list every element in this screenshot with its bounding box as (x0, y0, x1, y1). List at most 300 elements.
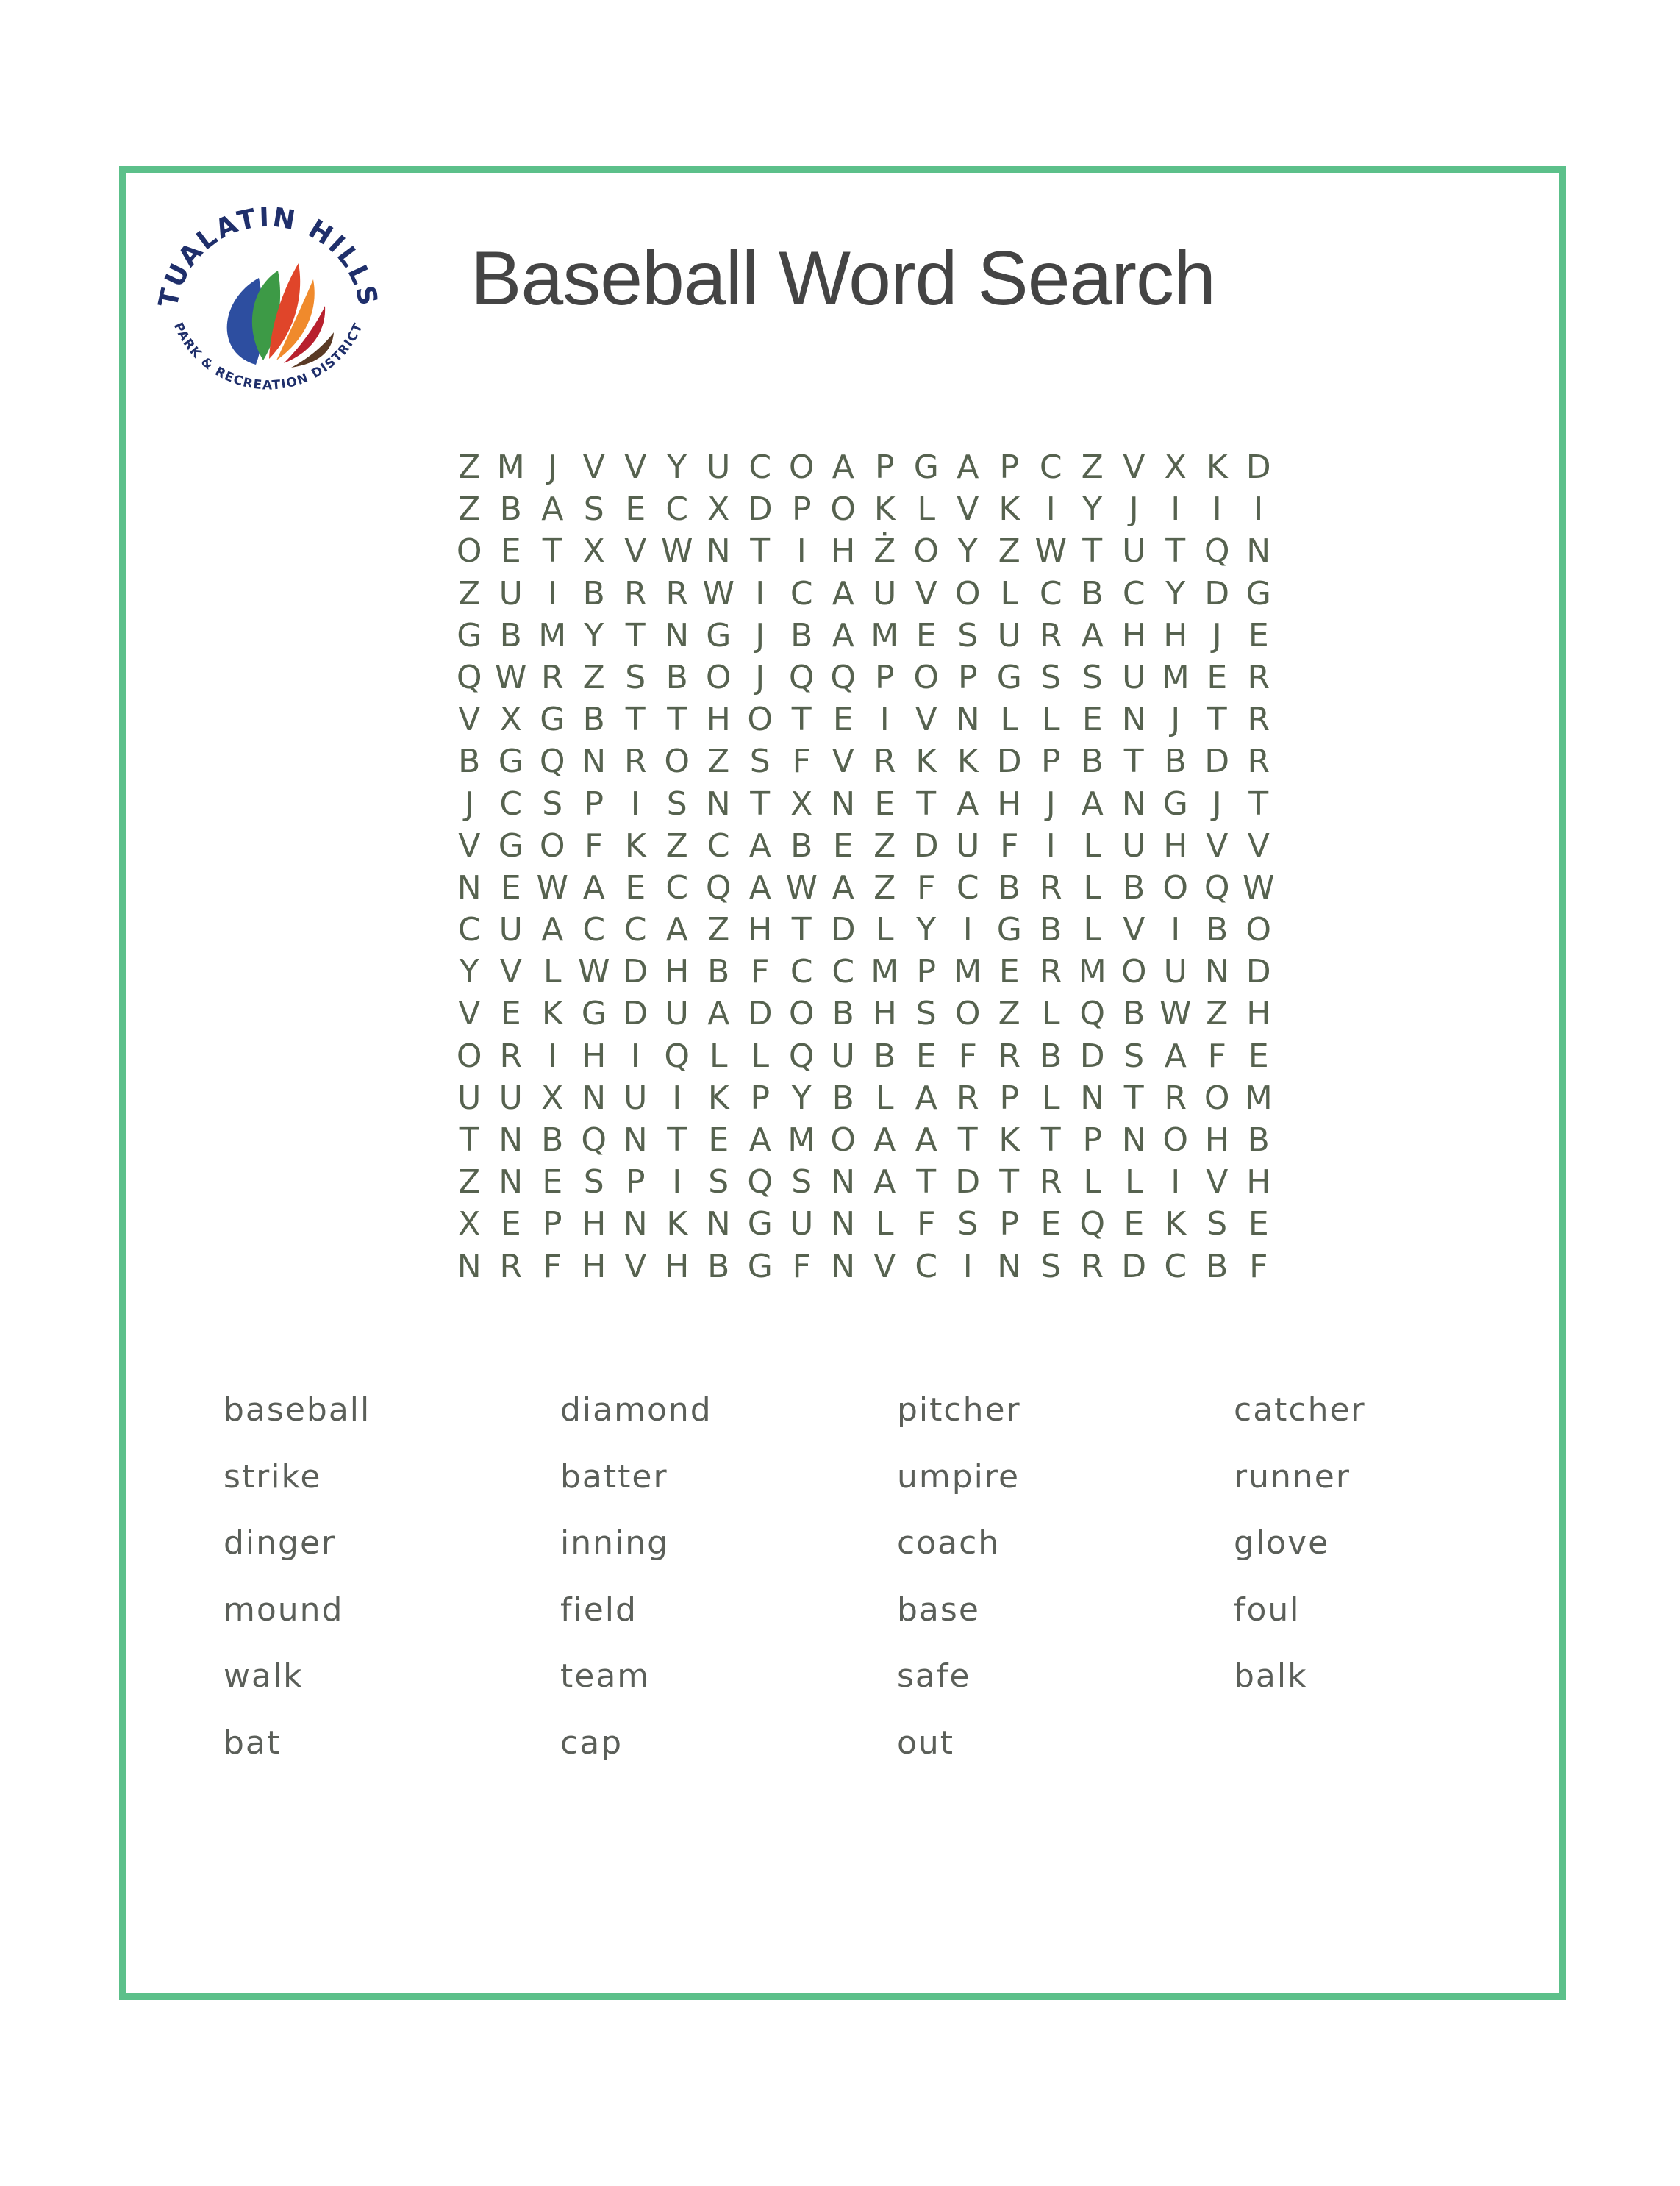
grid-letter[interactable]: T (542, 532, 562, 571)
grid-letter[interactable]: O (954, 574, 981, 612)
grid-letter[interactable]: N (997, 1247, 1022, 1285)
grid-letter[interactable]: X (790, 785, 813, 823)
grid-letter[interactable]: Y (667, 449, 687, 486)
grid-letter[interactable]: V (458, 995, 481, 1033)
grid-letter[interactable]: T (916, 1163, 937, 1201)
grid-letter[interactable]: M (871, 953, 899, 991)
grid-letter[interactable]: N (831, 785, 856, 823)
grid-letter[interactable]: S (583, 1163, 604, 1201)
grid-letter[interactable]: C (582, 911, 606, 949)
grid-letter[interactable]: L (1083, 868, 1101, 907)
grid-letter[interactable]: T (791, 701, 812, 739)
grid-letter[interactable]: P (999, 1079, 1020, 1117)
grid-letter[interactable]: K (1165, 1205, 1187, 1243)
grid-letter[interactable]: V (458, 826, 481, 865)
grid-letter[interactable]: P (1082, 1121, 1103, 1159)
grid-letter[interactable]: O (788, 449, 815, 486)
grid-letter[interactable]: D (955, 1163, 981, 1201)
grid-letter[interactable]: F (958, 1037, 977, 1075)
grid-letter[interactable]: L (1041, 995, 1060, 1033)
grid-letter[interactable]: I (1254, 490, 1264, 529)
grid-letter[interactable]: Y (916, 911, 937, 949)
grid-letter[interactable]: O (1162, 868, 1189, 907)
grid-letter[interactable]: Y (1165, 574, 1186, 612)
grid-letter[interactable]: S (749, 743, 771, 781)
grid-letter[interactable]: S (1040, 1247, 1062, 1285)
grid-letter[interactable]: S (1123, 1037, 1145, 1075)
grid-letter[interactable]: Z (665, 826, 688, 865)
grid-letter[interactable]: C (790, 574, 813, 612)
grid-letter[interactable]: J (755, 616, 765, 654)
grid-letter[interactable]: A (748, 868, 771, 907)
grid-letter[interactable]: P (874, 658, 895, 696)
grid-letter[interactable]: Z (458, 490, 481, 529)
grid-letter[interactable]: G (581, 995, 607, 1033)
grid-letter[interactable]: E (500, 868, 521, 907)
grid-letter[interactable]: K (915, 743, 937, 781)
grid-letter[interactable]: Z (458, 574, 481, 612)
grid-letter[interactable]: R (1247, 743, 1270, 781)
grid-letter[interactable]: I (1212, 490, 1222, 529)
grid-letter[interactable]: V (1123, 911, 1145, 949)
grid-letter[interactable]: R (1247, 701, 1270, 739)
grid-letter[interactable]: T (625, 701, 646, 739)
grid-letter[interactable]: T (1040, 1121, 1061, 1159)
grid-letter[interactable]: J (1212, 616, 1222, 654)
grid-letter[interactable]: X (458, 1205, 481, 1243)
grid-letter[interactable]: N (1080, 1079, 1105, 1117)
grid-letter[interactable]: U (665, 995, 689, 1033)
grid-letter[interactable]: N (498, 1121, 523, 1159)
grid-letter[interactable]: R (499, 1247, 523, 1285)
grid-letter[interactable]: M (1078, 953, 1107, 991)
grid-letter[interactable]: L (875, 1079, 894, 1117)
grid-letter[interactable]: I (630, 785, 640, 823)
grid-letter[interactable]: Z (998, 995, 1020, 1033)
grid-letter[interactable]: D (1245, 449, 1271, 486)
grid-letter[interactable]: T (1123, 743, 1144, 781)
grid-letter[interactable]: E (998, 953, 1020, 991)
grid-letter[interactable]: Z (707, 743, 730, 781)
grid-letter[interactable]: V (1123, 449, 1145, 486)
grid-letter[interactable]: G (498, 826, 523, 865)
grid-letter[interactable]: F (585, 826, 604, 865)
grid-letter[interactable]: N (955, 701, 980, 739)
grid-letter[interactable]: L (1083, 826, 1101, 865)
grid-letter[interactable]: P (584, 785, 604, 823)
grid-letter[interactable]: R (956, 1079, 979, 1117)
grid-letter[interactable]: H (1163, 616, 1188, 654)
grid-letter[interactable]: A (832, 868, 854, 907)
grid-letter[interactable]: A (748, 826, 771, 865)
grid-letter[interactable]: T (667, 701, 687, 739)
grid-letter[interactable]: N (1121, 785, 1146, 823)
grid-letter[interactable]: O (954, 995, 981, 1033)
grid-letter[interactable]: C (790, 953, 813, 991)
grid-letter[interactable]: I (672, 1163, 682, 1201)
grid-letter[interactable]: M (787, 1121, 816, 1159)
grid-letter[interactable]: S (915, 995, 937, 1033)
grid-letter[interactable]: B (1206, 1247, 1229, 1285)
grid-letter[interactable]: K (624, 826, 646, 865)
grid-letter[interactable]: C (457, 911, 481, 949)
grid-letter[interactable]: S (1207, 1205, 1228, 1243)
grid-letter[interactable]: L (1000, 701, 1018, 739)
grid-letter[interactable]: B (582, 701, 605, 739)
grid-letter[interactable]: P (916, 953, 937, 991)
grid-letter[interactable]: G (996, 911, 1022, 949)
grid-letter[interactable]: Q (788, 1037, 815, 1075)
grid-letter[interactable]: M (871, 616, 899, 654)
grid-letter[interactable]: Z (1206, 995, 1229, 1033)
grid-letter[interactable]: N (1121, 1121, 1146, 1159)
grid-letter[interactable]: A (707, 995, 730, 1033)
grid-letter[interactable]: R (1039, 616, 1062, 654)
grid-letter[interactable]: K (541, 995, 563, 1033)
grid-letter[interactable]: O (913, 532, 940, 571)
grid-letter[interactable]: R (873, 743, 896, 781)
grid-letter[interactable]: M (496, 449, 525, 486)
grid-letter[interactable]: O (1245, 911, 1272, 949)
grid-letter[interactable]: T (1123, 1079, 1144, 1117)
grid-letter[interactable]: R (998, 1037, 1021, 1075)
grid-letter[interactable]: I (755, 574, 765, 612)
grid-letter[interactable]: E (708, 1121, 729, 1159)
grid-letter[interactable]: G (540, 701, 565, 739)
grid-letter[interactable]: U (956, 826, 980, 865)
grid-letter[interactable]: D (830, 911, 856, 949)
grid-letter[interactable]: Z (458, 1163, 481, 1201)
grid-letter[interactable]: H (1121, 616, 1146, 654)
grid-letter[interactable]: E (1123, 1205, 1145, 1243)
grid-letter[interactable]: R (1039, 1163, 1062, 1201)
grid-letter[interactable]: H (706, 701, 731, 739)
grid-letter[interactable]: B (707, 953, 730, 991)
grid-letter[interactable]: P (542, 1205, 562, 1243)
grid-letter[interactable]: Q (1204, 868, 1230, 907)
grid-letter[interactable]: S (1082, 658, 1103, 696)
grid-letter[interactable]: B (873, 1037, 896, 1075)
grid-letter[interactable]: T (1165, 532, 1186, 571)
grid-letter[interactable]: H (1246, 995, 1271, 1033)
grid-letter[interactable]: Y (584, 616, 604, 654)
grid-letter[interactable]: G (996, 658, 1022, 696)
grid-letter[interactable]: Z (998, 532, 1020, 571)
grid-letter[interactable]: H (582, 1037, 607, 1075)
grid-letter[interactable]: T (1207, 701, 1227, 739)
grid-letter[interactable]: L (751, 1037, 769, 1075)
grid-letter[interactable]: G (913, 449, 939, 486)
grid-letter[interactable]: N (831, 1247, 856, 1285)
grid-letter[interactable]: K (998, 1121, 1020, 1159)
grid-letter[interactable]: K (957, 743, 979, 781)
grid-letter[interactable]: V (624, 449, 647, 486)
grid-letter[interactable]: V (832, 743, 854, 781)
grid-letter[interactable]: I (630, 1037, 640, 1075)
grid-letter[interactable]: Z (873, 868, 896, 907)
grid-letter[interactable]: E (915, 1037, 937, 1075)
grid-letter[interactable]: H (831, 532, 856, 571)
grid-letter[interactable]: S (583, 490, 604, 529)
grid-letter[interactable]: M (538, 616, 567, 654)
grid-letter[interactable]: W (1159, 995, 1192, 1033)
grid-letter[interactable]: E (625, 490, 646, 529)
grid-letter[interactable]: D (1204, 743, 1230, 781)
grid-letter[interactable]: Y (791, 1079, 812, 1117)
grid-letter[interactable]: I (879, 701, 890, 739)
grid-letter[interactable]: D (1245, 953, 1271, 991)
grid-letter[interactable]: T (957, 1121, 978, 1159)
grid-letter[interactable]: B (1164, 743, 1187, 781)
grid-letter[interactable]: X (707, 490, 730, 529)
grid-letter[interactable]: V (1206, 826, 1229, 865)
grid-letter[interactable]: A (748, 1121, 771, 1159)
grid-letter[interactable]: R (499, 1037, 523, 1075)
grid-letter[interactable]: A (1081, 616, 1104, 654)
grid-letter[interactable]: Q (705, 868, 732, 907)
grid-letter[interactable]: B (1206, 911, 1229, 949)
grid-letter[interactable]: F (917, 868, 936, 907)
grid-letter[interactable]: H (1163, 826, 1188, 865)
grid-letter[interactable]: B (1123, 868, 1145, 907)
grid-letter[interactable]: Q (539, 743, 565, 781)
grid-letter[interactable]: M (1244, 1079, 1273, 1117)
grid-letter[interactable]: V (582, 449, 605, 486)
grid-letter[interactable]: F (543, 1247, 562, 1285)
grid-letter[interactable]: V (1247, 826, 1270, 865)
grid-letter[interactable]: J (1129, 490, 1139, 529)
grid-letter[interactable]: A (915, 1079, 937, 1117)
grid-letter[interactable]: N (706, 532, 731, 571)
grid-letter[interactable]: F (917, 1205, 936, 1243)
grid-letter[interactable]: E (1040, 1205, 1062, 1243)
grid-letter[interactable]: C (665, 490, 689, 529)
grid-letter[interactable]: N (623, 1121, 648, 1159)
grid-letter[interactable]: Z (582, 658, 605, 696)
grid-letter[interactable]: U (1163, 953, 1187, 991)
grid-letter[interactable]: H (665, 1247, 690, 1285)
grid-letter[interactable]: B (582, 574, 605, 612)
grid-letter[interactable]: T (916, 785, 937, 823)
grid-letter[interactable]: P (874, 449, 895, 486)
grid-letter[interactable]: T (791, 911, 812, 949)
grid-letter[interactable]: R (1081, 1247, 1104, 1285)
grid-letter[interactable]: W (702, 574, 734, 612)
grid-letter[interactable]: N (831, 1205, 856, 1243)
grid-letter[interactable]: L (1041, 701, 1060, 739)
grid-letter[interactable]: U (707, 449, 731, 486)
grid-letter[interactable]: M (1161, 658, 1190, 696)
grid-letter[interactable]: I (547, 574, 557, 612)
grid-letter[interactable]: E (500, 995, 521, 1033)
grid-letter[interactable]: F (1000, 826, 1019, 865)
grid-letter[interactable]: L (1083, 1163, 1101, 1201)
grid-letter[interactable]: O (830, 490, 857, 529)
grid-letter[interactable]: V (873, 1247, 896, 1285)
grid-letter[interactable]: N (582, 1079, 607, 1117)
grid-letter[interactable]: Z (873, 826, 896, 865)
grid-letter[interactable]: A (957, 449, 979, 486)
grid-letter[interactable]: V (957, 490, 979, 529)
grid-letter[interactable]: D (996, 743, 1022, 781)
grid-letter[interactable]: U (623, 1079, 648, 1117)
grid-letter[interactable]: B (1123, 995, 1145, 1033)
grid-letter[interactable]: S (1040, 658, 1062, 696)
grid-letter[interactable]: D (1204, 574, 1230, 612)
grid-letter[interactable]: J (1212, 785, 1222, 823)
grid-letter[interactable]: Q (1079, 1205, 1106, 1243)
grid-letter[interactable]: I (1045, 490, 1056, 529)
grid-letter[interactable]: K (666, 1205, 688, 1243)
grid-letter[interactable]: B (1081, 743, 1104, 781)
grid-letter[interactable]: Z (458, 449, 481, 486)
grid-letter[interactable]: D (747, 995, 773, 1033)
grid-letter[interactable]: L (543, 953, 562, 991)
grid-letter[interactable]: E (500, 1205, 521, 1243)
grid-letter[interactable]: Q (830, 658, 857, 696)
grid-letter[interactable]: H (872, 995, 897, 1033)
grid-letter[interactable]: J (464, 785, 474, 823)
grid-letter[interactable]: A (1081, 785, 1104, 823)
grid-letter[interactable]: A (1164, 1037, 1187, 1075)
grid-letter[interactable]: G (747, 1247, 773, 1285)
grid-letter[interactable]: C (665, 868, 689, 907)
grid-letter[interactable]: T (750, 532, 771, 571)
grid-letter[interactable]: A (873, 1163, 896, 1201)
grid-letter[interactable]: T (1248, 785, 1269, 823)
grid-letter[interactable]: V (624, 1247, 647, 1285)
grid-letter[interactable]: C (1164, 1247, 1187, 1285)
grid-letter[interactable]: V (915, 574, 937, 612)
grid-letter[interactable]: D (747, 490, 773, 529)
grid-letter[interactable]: E (874, 785, 896, 823)
grid-letter[interactable]: E (1248, 1205, 1269, 1243)
grid-letter[interactable]: P (999, 449, 1020, 486)
grid-letter[interactable]: S (666, 785, 687, 823)
grid-letter[interactable]: E (1248, 1037, 1269, 1075)
grid-letter[interactable]: P (957, 658, 978, 696)
grid-letter[interactable]: I (796, 532, 807, 571)
grid-letter[interactable]: J (1170, 701, 1181, 739)
grid-letter[interactable]: N (457, 868, 482, 907)
grid-letter[interactable]: Y (459, 953, 479, 991)
grid-letter[interactable]: Q (456, 658, 482, 696)
grid-letter[interactable]: Q (1204, 532, 1230, 571)
grid-letter[interactable]: H (748, 911, 773, 949)
grid-letter[interactable]: P (999, 1205, 1020, 1243)
grid-letter[interactable]: N (498, 1163, 523, 1201)
grid-letter[interactable]: B (832, 995, 854, 1033)
grid-letter[interactable]: O (664, 743, 690, 781)
grid-letter[interactable]: W (1242, 868, 1275, 907)
grid-letter[interactable]: P (750, 1079, 771, 1117)
grid-letter[interactable]: C (707, 826, 730, 865)
grid-letter[interactable]: J (1045, 785, 1056, 823)
grid-letter[interactable]: O (830, 1121, 857, 1159)
grid-letter[interactable]: A (873, 1121, 896, 1159)
grid-letter[interactable]: W (785, 868, 818, 907)
grid-letter[interactable]: O (539, 826, 565, 865)
grid-letter[interactable]: A (541, 911, 564, 949)
grid-letter[interactable]: N (706, 1205, 731, 1243)
grid-letter[interactable]: J (755, 658, 765, 696)
grid-letter[interactable]: B (707, 1247, 730, 1285)
grid-letter[interactable]: H (582, 1247, 607, 1285)
grid-letter[interactable]: I (1045, 826, 1056, 865)
grid-letter[interactable]: M (954, 953, 982, 991)
grid-letter[interactable]: E (1207, 658, 1228, 696)
grid-letter[interactable]: B (1247, 1121, 1270, 1159)
grid-letter[interactable]: C (1122, 574, 1145, 612)
grid-letter[interactable]: G (1245, 574, 1271, 612)
grid-letter[interactable]: T (625, 616, 646, 654)
grid-letter[interactable]: L (917, 490, 935, 529)
grid-letter[interactable]: H (665, 953, 690, 991)
grid-letter[interactable]: U (873, 574, 897, 612)
grid-letter[interactable]: L (1083, 911, 1101, 949)
grid-letter[interactable]: G (498, 743, 523, 781)
grid-letter[interactable]: R (1164, 1079, 1187, 1117)
grid-letter[interactable]: I (962, 1247, 973, 1285)
grid-letter[interactable]: B (541, 1121, 564, 1159)
grid-letter[interactable]: Z (1081, 449, 1104, 486)
grid-letter[interactable]: B (499, 490, 522, 529)
grid-letter[interactable]: N (623, 1205, 648, 1243)
grid-letter[interactable]: N (665, 616, 690, 654)
grid-letter[interactable]: P (791, 490, 812, 529)
grid-letter[interactable]: E (832, 701, 854, 739)
grid-letter[interactable]: K (873, 490, 896, 529)
grid-letter[interactable]: W (494, 658, 527, 696)
grid-letter[interactable]: Y (957, 532, 978, 571)
grid-letter[interactable]: Ż (873, 532, 896, 571)
grid-letter[interactable]: E (1248, 616, 1269, 654)
grid-letter[interactable]: T (459, 1121, 479, 1159)
grid-letter[interactable]: O (1162, 1121, 1189, 1159)
grid-letter[interactable]: Q (664, 1037, 690, 1075)
grid-letter[interactable]: H (582, 1205, 607, 1243)
grid-letter[interactable]: B (458, 743, 481, 781)
grid-letter[interactable]: Q (788, 658, 815, 696)
grid-letter[interactable]: R (1247, 658, 1270, 696)
grid-letter[interactable]: E (915, 616, 937, 654)
grid-letter[interactable]: A (541, 490, 564, 529)
grid-letter[interactable]: K (1206, 449, 1228, 486)
grid-letter[interactable]: B (499, 616, 522, 654)
grid-letter[interactable]: E (1082, 701, 1103, 739)
grid-letter[interactable]: L (1041, 1079, 1060, 1117)
grid-letter[interactable]: R (623, 574, 647, 612)
grid-letter[interactable]: I (1170, 1163, 1181, 1201)
grid-letter[interactable]: U (831, 1037, 855, 1075)
grid-letter[interactable]: N (1121, 701, 1146, 739)
grid-letter[interactable]: H (1204, 1121, 1229, 1159)
grid-letter[interactable]: E (542, 1163, 563, 1201)
grid-letter[interactable]: L (1000, 574, 1018, 612)
grid-letter[interactable]: B (1040, 911, 1062, 949)
grid-letter[interactable]: C (1039, 449, 1062, 486)
grid-letter[interactable]: B (790, 616, 813, 654)
grid-letter[interactable]: P (1040, 743, 1061, 781)
grid-letter[interactable]: V (624, 532, 647, 571)
grid-letter[interactable]: T (750, 785, 771, 823)
grid-letter[interactable]: N (457, 1247, 482, 1285)
grid-letter[interactable]: B (1040, 1037, 1062, 1075)
grid-letter[interactable]: C (623, 911, 647, 949)
grid-letter[interactable]: Q (1079, 995, 1106, 1033)
grid-letter[interactable]: L (1124, 1163, 1143, 1201)
grid-letter[interactable]: W (660, 532, 693, 571)
